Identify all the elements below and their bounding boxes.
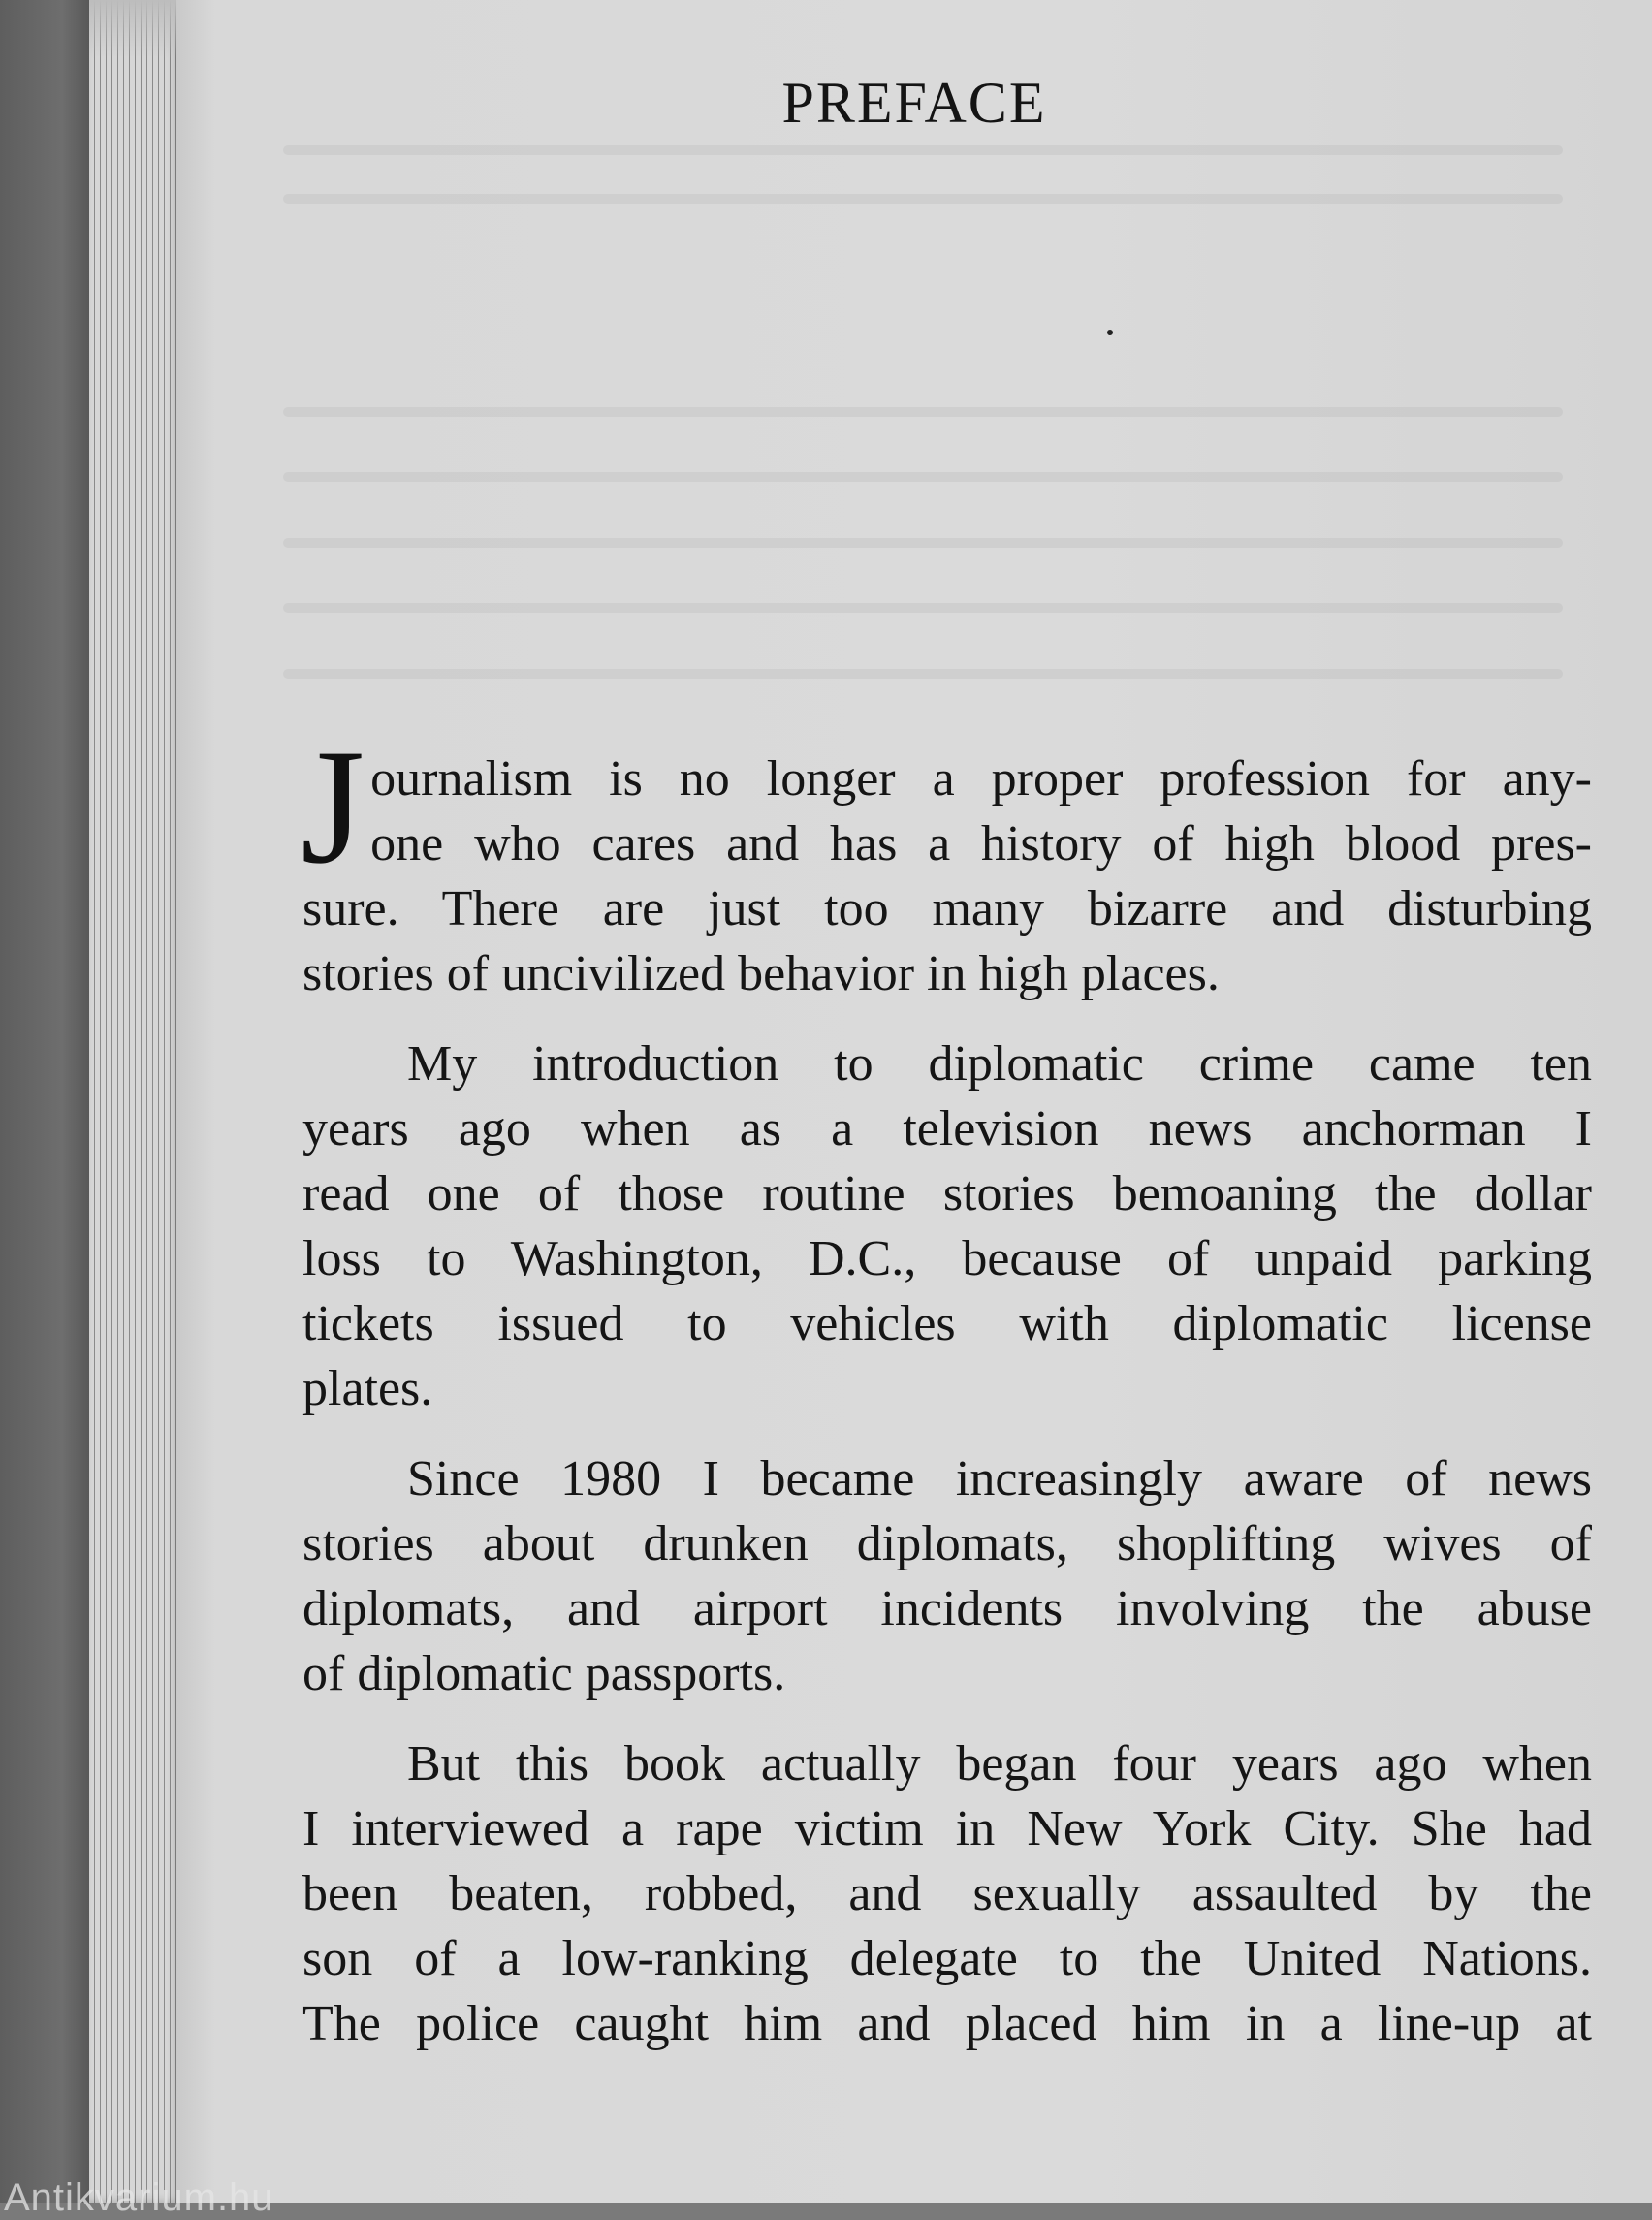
body-text [301, 715, 1592, 2081]
text-line: ournalism is no longer a proper profession for any- [370, 751, 1592, 807]
page-title: PREFACE [781, 71, 1047, 135]
print-speck [1107, 330, 1113, 335]
paragraph-2 [302, 1031, 1592, 1421]
show-through-line [283, 472, 1563, 482]
book-page [176, 0, 1652, 2203]
text-line: loss to Washington, D.C., because of unpaid parking [302, 1231, 1592, 1286]
page-edges-shade [89, 0, 182, 58]
text-line: I interviewed a rape victim in New York City. She had [302, 1801, 1592, 1856]
drop-cap: J [301, 715, 365, 898]
paragraph-4 [302, 1731, 1592, 2056]
show-through-line [283, 145, 1563, 155]
text-line: plates. [302, 1361, 433, 1416]
show-through-line [283, 538, 1563, 548]
text-line: stories of uncivilized behavior in high places. [302, 946, 1220, 1001]
text-line: sure. There are just too many bizarre and disturbing [302, 881, 1592, 936]
watermark: Antikvarium.hu [4, 2176, 274, 2219]
text-line: of diplomatic passports. [302, 1646, 786, 1701]
text-line: one who cares and has a history of high blood pres- [370, 816, 1592, 872]
text-line: But this book actually began four years ago when [407, 1736, 1592, 1792]
paragraph-1 [301, 715, 1592, 1006]
text-line: The police caught him and placed him in a line-up at [302, 1996, 1592, 2051]
show-through-line [283, 669, 1563, 679]
text-line: diplomats, and airport incidents involving the abuse [302, 1581, 1592, 1636]
text-line: son of a low-ranking delegate to the United Nations. [302, 1931, 1592, 1986]
text-line: Since 1980 I became increasingly aware of news [407, 1451, 1592, 1506]
text-line: stories about drunken diplomats, shoplifting wives of [302, 1516, 1592, 1571]
show-through-line [283, 407, 1563, 417]
text-line: read one of those routine stories bemoaning the dollar [302, 1166, 1592, 1221]
show-through-line [283, 194, 1563, 204]
text-line: been beaten, robbed, and sexually assaulted by the [302, 1866, 1592, 1921]
show-through-line [283, 603, 1563, 613]
paragraph-3 [302, 1446, 1592, 1706]
text-line: years ago when as a television news anchorman I [302, 1101, 1592, 1157]
page-edges [89, 0, 182, 2203]
text-line: My introduction to diplomatic crime came ten [407, 1036, 1592, 1092]
text-line: tickets issued to vehicles with diplomatic license [302, 1296, 1592, 1351]
